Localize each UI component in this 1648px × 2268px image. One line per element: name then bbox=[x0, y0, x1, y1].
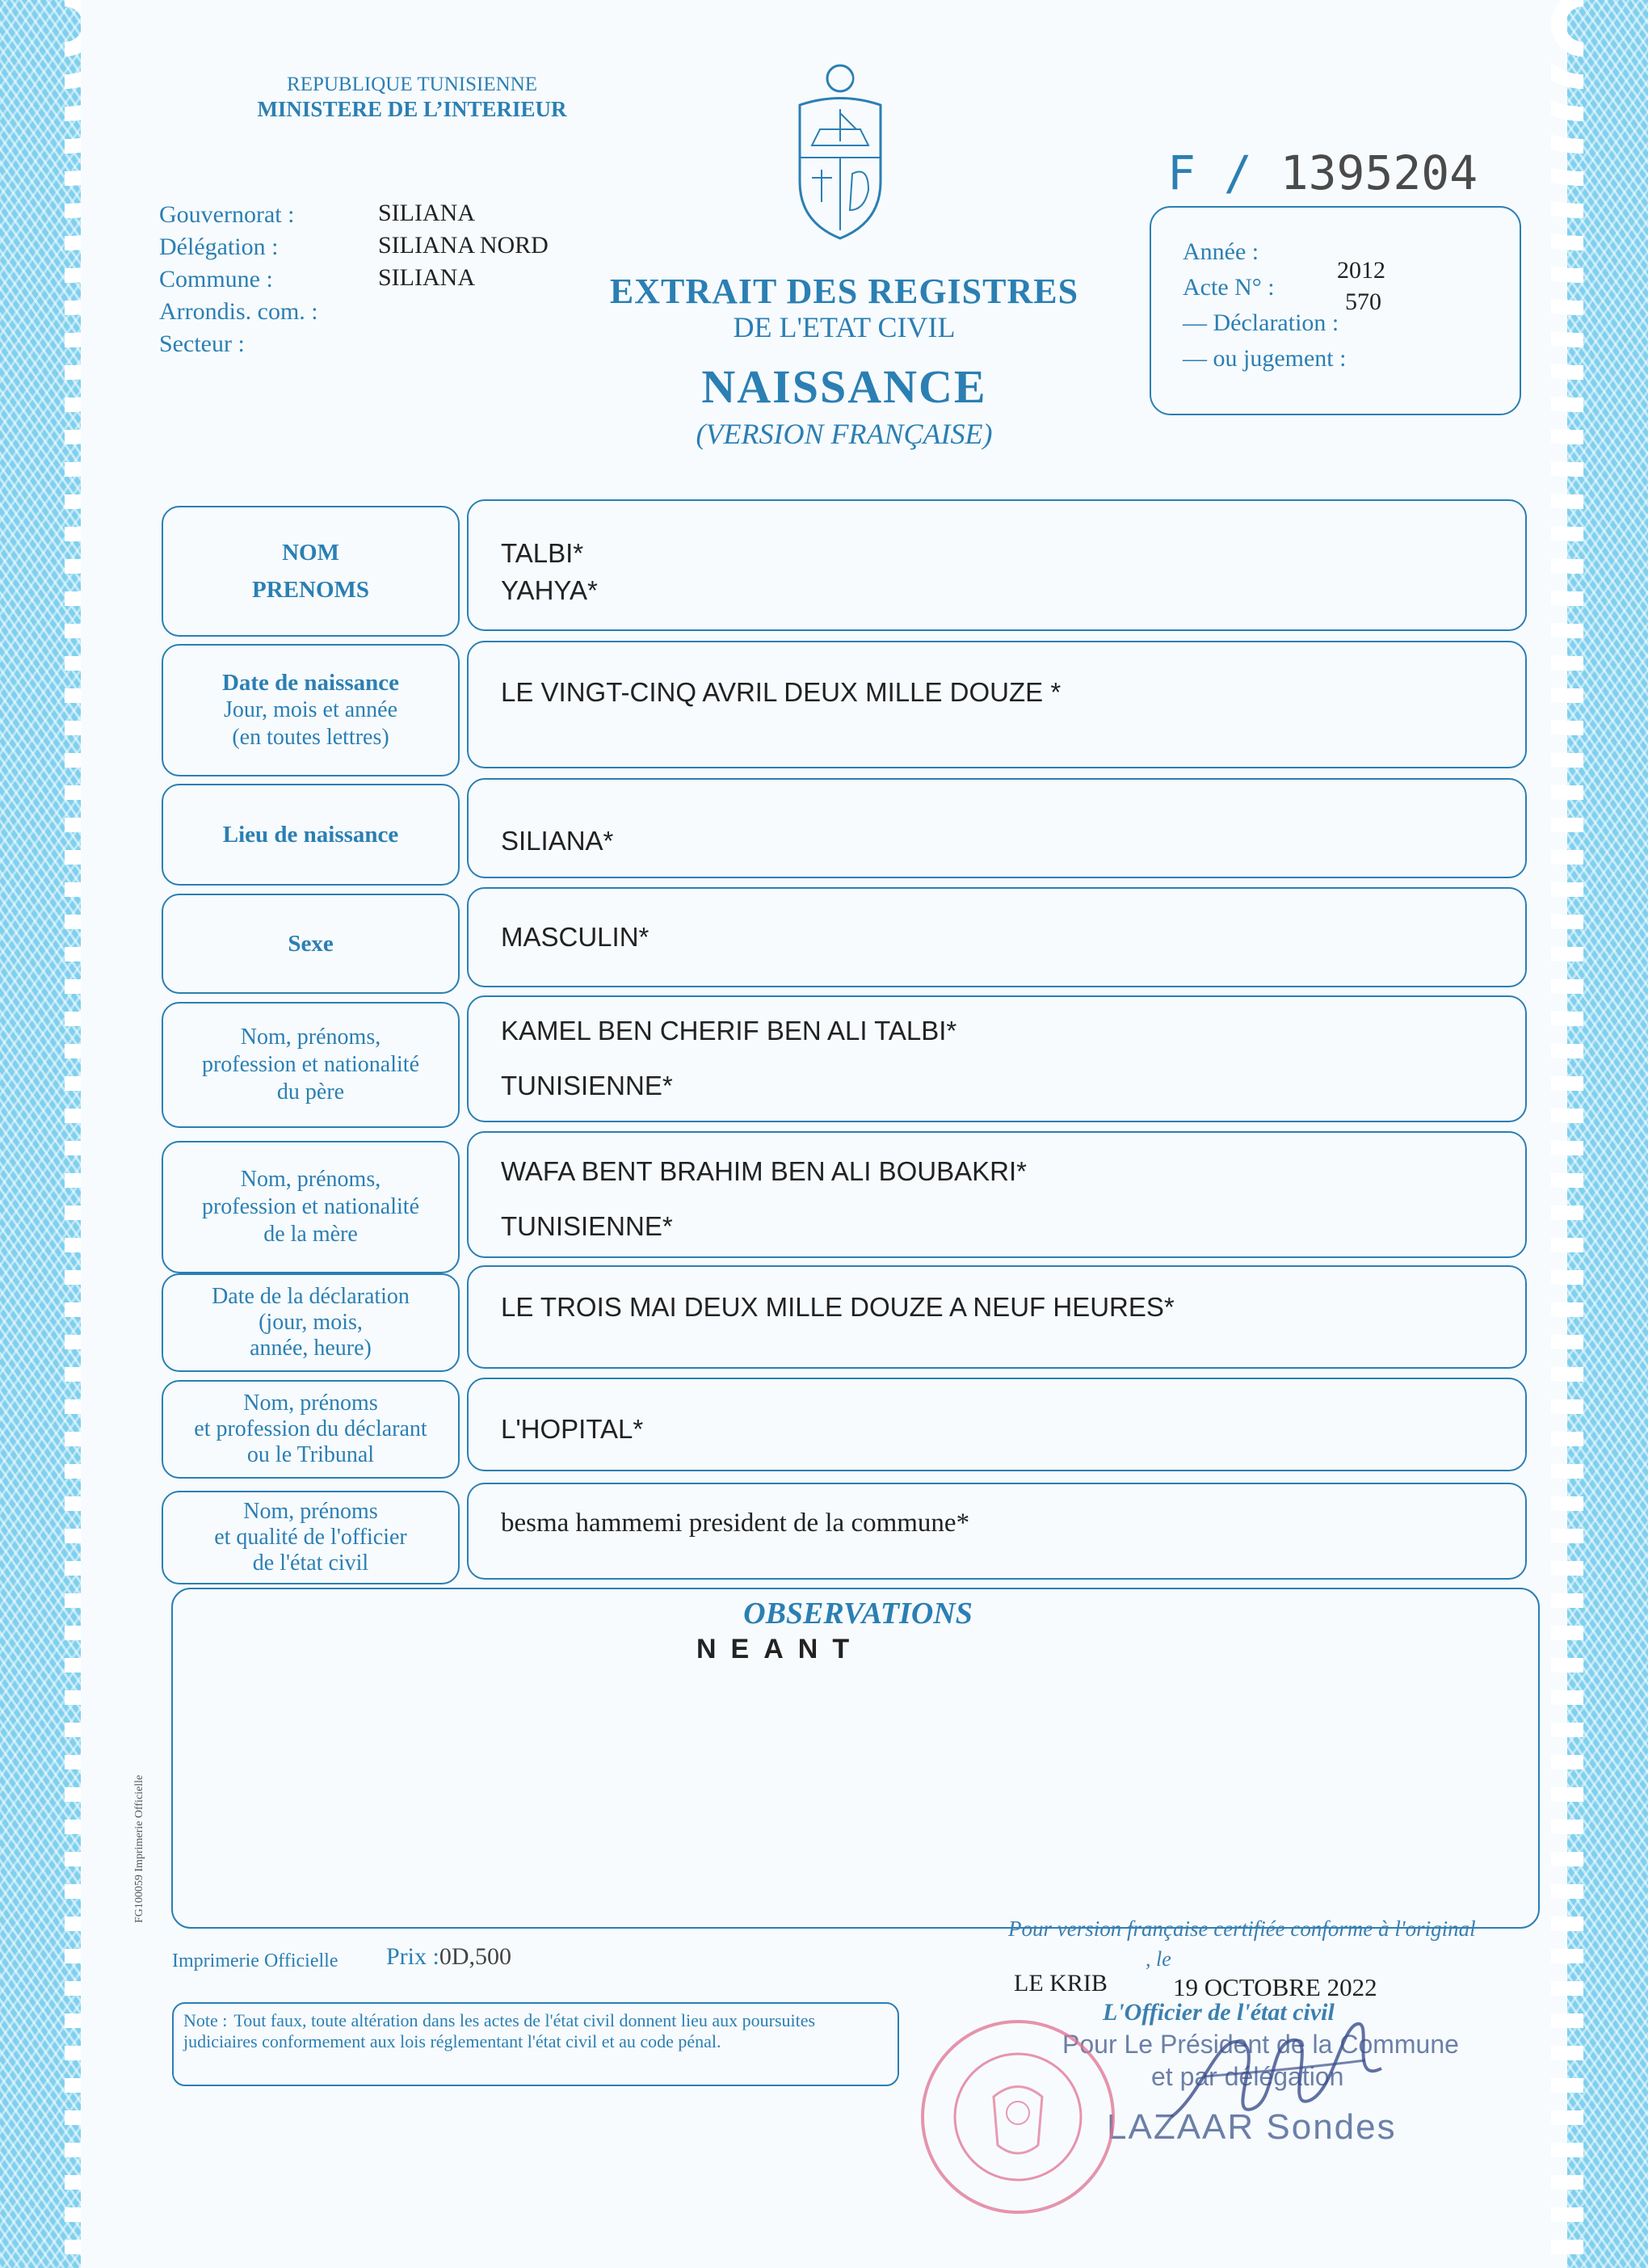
sexe-value: MASCULIN* bbox=[467, 887, 1527, 987]
officier-value: besma hammemi president de la commune* bbox=[467, 1483, 1527, 1580]
prix bbox=[386, 1943, 511, 1971]
document-type: NAISSANCE bbox=[701, 360, 987, 413]
mere-value bbox=[467, 1131, 1527, 1258]
document-title: EXTRAIT DES REGISTRES bbox=[609, 271, 1079, 311]
nom-value: TALBI* bbox=[501, 538, 584, 568]
prenoms-value: YAHYA* bbox=[501, 575, 598, 605]
mere-label-2: profession et nationalité bbox=[201, 1194, 420, 1219]
sexe-label-text: Sexe bbox=[288, 931, 334, 957]
commune-value: SILIANA bbox=[378, 264, 475, 291]
location-labels bbox=[159, 199, 318, 360]
declarant-value: L'HOPITAL* bbox=[467, 1378, 1527, 1471]
serial-prefix: F / bbox=[1167, 145, 1252, 200]
commune-label: Commune : bbox=[159, 266, 273, 292]
annee-value: 2012 bbox=[1337, 257, 1385, 284]
annee-label: Année : bbox=[1183, 238, 1259, 265]
nom-prenoms-label bbox=[162, 506, 460, 637]
officier-label bbox=[162, 1491, 460, 1584]
prenoms-label: PRENOMS bbox=[252, 577, 369, 603]
declaration-date-label bbox=[162, 1273, 460, 1372]
document-subtitle: DE L'ETAT CIVIL bbox=[733, 311, 956, 343]
date-naissance-label bbox=[162, 644, 460, 776]
document-serial bbox=[1167, 145, 1478, 200]
nom-label: NOM bbox=[282, 540, 339, 566]
pere-value bbox=[467, 995, 1527, 1122]
date-naissance-label-1: Date de naissance bbox=[221, 670, 400, 696]
observations-value: NEANT bbox=[696, 1634, 864, 1664]
officier-label-2: et qualité de l'officier bbox=[214, 1525, 407, 1550]
certification-text: Pour version française certifiée conforme à l'original bbox=[1008, 1917, 1476, 1941]
coat-of-arms-icon bbox=[776, 61, 905, 246]
pere-label bbox=[162, 1002, 460, 1128]
jugement-label: — ou jugement : bbox=[1183, 345, 1347, 372]
stamp-line-president: Pour Le Président de la Commune bbox=[1062, 2030, 1459, 2059]
serial-number: 1395204 bbox=[1280, 145, 1478, 200]
gouvernorat-label: Gouvernorat : bbox=[159, 201, 295, 228]
country-name: REPUBLIQUE TUNISIENNE bbox=[287, 74, 537, 95]
lieu-naissance-label bbox=[162, 784, 460, 886]
declaration-label-2: (jour, mois, bbox=[259, 1310, 363, 1335]
mere-label-1: Nom, prénoms, bbox=[240, 1167, 381, 1192]
ministry-name: MINISTERE DE L’INTERIEUR bbox=[257, 97, 567, 121]
declarant-label bbox=[162, 1380, 460, 1479]
observations-title: OBSERVATIONS bbox=[743, 1597, 973, 1631]
pere-value-2: TUNISIENNE* bbox=[501, 1071, 673, 1100]
legal-note bbox=[172, 2002, 899, 2086]
declaration-label: — Déclaration : bbox=[1183, 309, 1339, 336]
issuer-header bbox=[242, 73, 582, 123]
commune-stamp-icon bbox=[917, 2016, 1119, 2218]
declarant-label-1: Nom, prénoms bbox=[243, 1391, 378, 1416]
officier-label-3: de l'état civil bbox=[252, 1551, 369, 1576]
mere-label-3: de la mère bbox=[263, 1222, 358, 1247]
prix-value: 0D,500 bbox=[439, 1943, 512, 1970]
certification-le: , le bbox=[1146, 1947, 1171, 1971]
pere-label-2: profession et nationalité bbox=[201, 1052, 420, 1077]
pere-label-1: Nom, prénoms, bbox=[240, 1025, 381, 1050]
lieu-naissance-value: SILIANA* bbox=[467, 778, 1527, 878]
location-values bbox=[378, 197, 549, 294]
handwritten-signature bbox=[1155, 1996, 1398, 2133]
nom-prenoms-value bbox=[467, 499, 1527, 631]
mere-value-1: WAFA BENT BRAHIM BEN ALI BOUBAKRI* bbox=[501, 1156, 1028, 1186]
note-lead: Note : bbox=[183, 2010, 228, 2030]
arrondissement-label: Arrondis. com. : bbox=[159, 298, 318, 325]
secteur-label: Secteur : bbox=[159, 330, 245, 357]
acte-number-label: Acte N° : bbox=[1183, 274, 1275, 301]
mere-label bbox=[162, 1141, 460, 1273]
date-naissance-value: LE VINGT-CINQ AVRIL DEUX MILLE DOUZE * bbox=[467, 641, 1527, 768]
declarant-label-3: ou le Tribunal bbox=[246, 1442, 375, 1467]
imprimerie-label: Imprimerie Officielle bbox=[172, 1950, 338, 1971]
pere-value-1: KAMEL BEN CHERIF BEN ALI TALBI* bbox=[501, 1016, 957, 1046]
guilloche-border-left bbox=[0, 0, 81, 2268]
side-print-code: FG100059 Imprimerie Officielle bbox=[133, 1774, 145, 1923]
officer-title: L'Officier de l'état civil bbox=[1103, 1999, 1335, 2026]
officier-label-1: Nom, prénoms bbox=[243, 1499, 378, 1524]
date-naissance-label-2: Jour, mois et année bbox=[223, 697, 398, 722]
certification-date: 19 OCTOBRE 2022 bbox=[1173, 1973, 1377, 2001]
date-naissance-label-3: (en toutes lettres) bbox=[232, 725, 389, 750]
declarant-label-2: et profession du déclarant bbox=[194, 1416, 427, 1441]
pere-label-3: du père bbox=[276, 1079, 345, 1105]
declaration-label-1: Date de la déclaration bbox=[212, 1284, 410, 1309]
certification-place: LE KRIB bbox=[1014, 1970, 1108, 1997]
lieu-naissance-label-text: Lieu de naissance bbox=[222, 822, 399, 848]
declaration-label-3: année, heure) bbox=[250, 1336, 372, 1361]
sexe-label bbox=[162, 894, 460, 994]
delegation-value: SILIANA NORD bbox=[378, 232, 549, 259]
acte-number-value: 570 bbox=[1345, 288, 1381, 315]
declaration-date-value: LE TROIS MAI DEUX MILLE DOUZE A NEUF HEURES* bbox=[467, 1265, 1527, 1369]
signer-name: LAZAAR Sondes bbox=[1107, 2107, 1397, 2147]
gouvernorat-value: SILIANA bbox=[378, 200, 475, 226]
mere-value-2: TUNISIENNE* bbox=[501, 1211, 673, 1241]
acte-labels bbox=[1183, 234, 1346, 377]
delegation-label: Délégation : bbox=[159, 234, 279, 260]
note-text: Tout faux, toute altération dans les actes de l'état civil donnent lieu aux poursuites judiciaires conformement aux lois réglementant l'état civil et au code pénal. bbox=[183, 2010, 816, 2051]
prix-label: Prix : bbox=[386, 1943, 439, 1970]
stamp-line-delegation: et par délégation bbox=[1151, 2062, 1344, 2091]
document-version: (VERSION FRANÇAISE) bbox=[696, 418, 993, 450]
guilloche-border-right bbox=[1567, 0, 1648, 2268]
